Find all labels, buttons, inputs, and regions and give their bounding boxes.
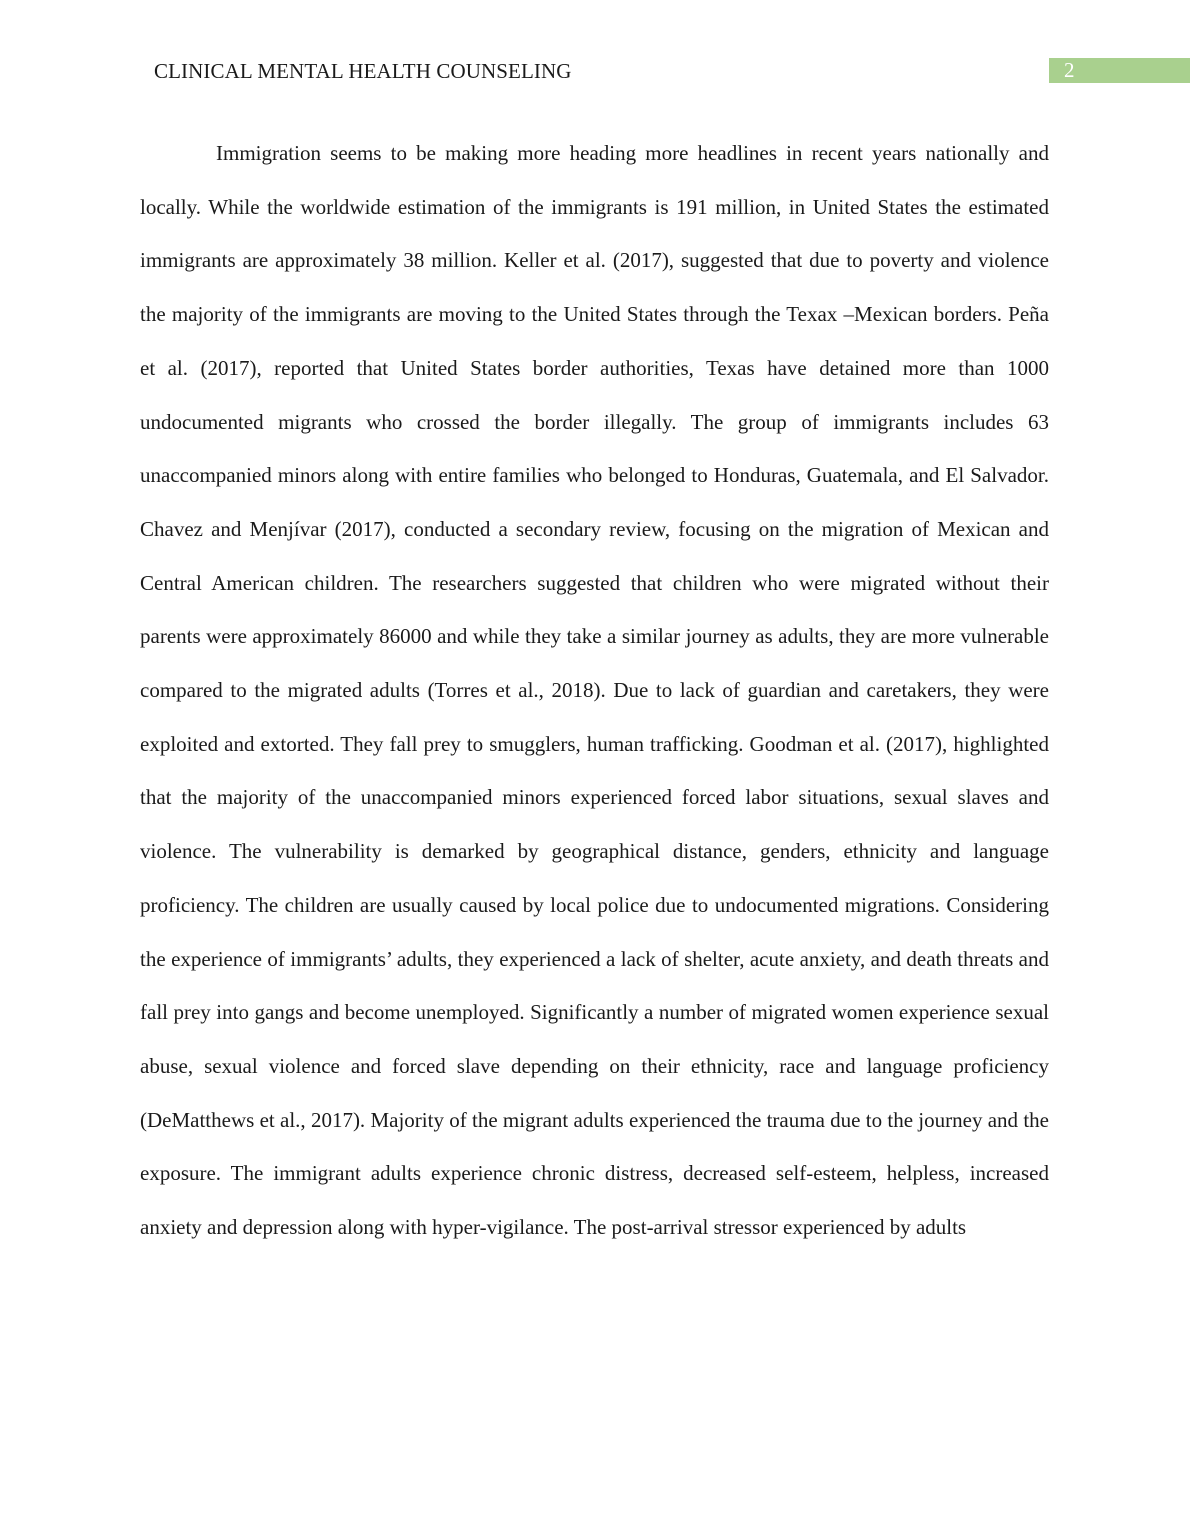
page-number: 2 — [1064, 58, 1075, 82]
page-number-box — [1049, 58, 1190, 83]
body-paragraph: Immigration seems to be making more heading more headlines in recent years nationally and locally. While the worldwide estimation of the immigrants is 191 million, in United States the estimated immigrants are approximately 38 million. Keller et al. (2017), suggested that due to poverty and violence the majority of the immigrants are moving to the United States through the Texax –Mexican borders. Peña et al. (2017), reported that United States border authorities, Texas have detained more than 1000 undocumented migrants who crossed the border illegally. The group of immigrants includes 63 unaccompanied minors along with entire families who belonged to Honduras, Guatemala, and El Salvador. Chavez and Menjívar (2017), conducted a secondary review, focusing on the migration of Mexican and Central American children. The researchers suggested that children who were migrated without their parents were approximately 86000 and while they take a similar journey as adults, they are more vulnerable compared to the migrated adults (Torres et al., 2018). Due to lack of guardian and caretakers, they were exploited and extorted. They fall prey to smugglers, human trafficking. Goodman et al. (2017), highlighted that the majority of the unaccompanied minors experienced forced labor situations, sexual slaves and violence. The vulnerability is demarked by geographical distance, genders, ethnicity and language proficiency. The children are usually caused by local police due to undocumented migrations. Considering the experience of immigrants’ adults, they experienced a lack of shelter, acute anxiety, and death threats and fall prey into gangs and become unemployed. Significantly a number of migrated women experience sexual abuse, sexual violence and forced slave depending on their ethnicity, race and language proficiency (DeMatthews et al., 2017). Majority of the migrant adults experienced the trauma due to the journey and the exposure. The immigrant adults experience chronic distress, decreased self-esteem, helpless, increased anxiety and depression along with hyper-vigilance. The post-arrival stressor experienced by adults — [140, 141, 1049, 1240]
running-head: CLINICAL MENTAL HEALTH COUNSELING — [154, 59, 572, 83]
